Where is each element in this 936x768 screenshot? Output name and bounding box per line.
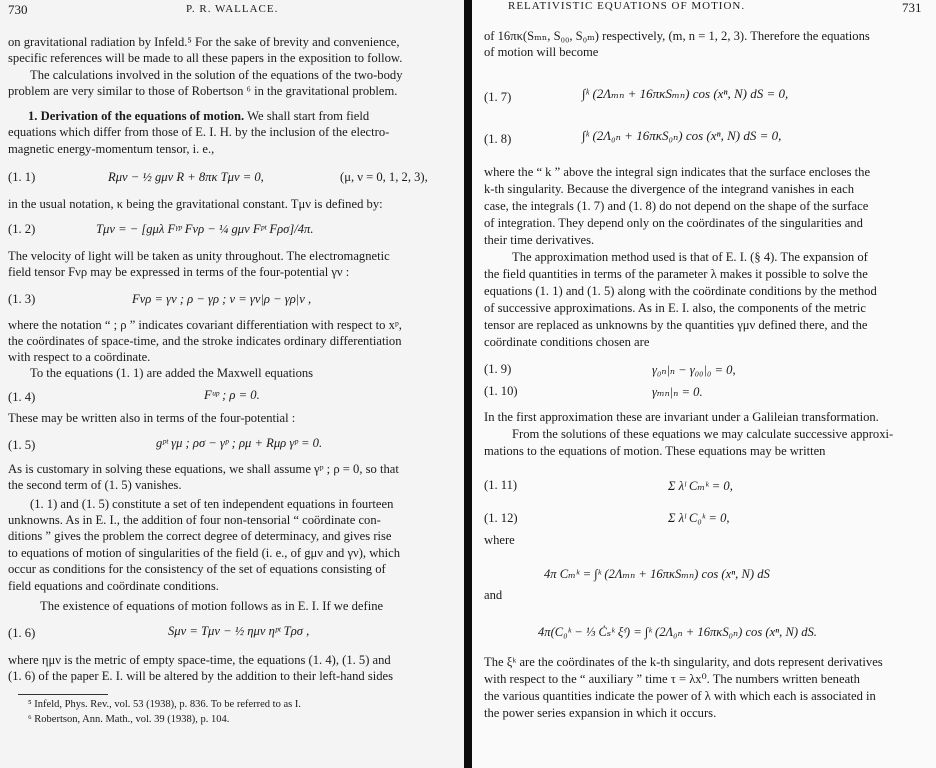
text-line: the field quantities in terms of the parameter λ makes it possible to solve the [484,267,868,281]
text-line: We shall start from field [247,109,370,123]
text-line: equations (1. 1) and (1. 5) along with the coördinate conditions by the method [484,284,877,298]
equation: 4π(C₀ᵏ − ⅓ Ċₛᵏ ξ̇ˢ) = ∫ᵏ (2Λ₀ₙ + 16πκS₀ₙ) cos (xⁿ, N) dS. [538,625,817,639]
text-line: of successive approximations. As in E. I. also, the components of the metric [484,301,866,315]
text-line: on gravitational radiation by Infeld.⁵ For the sake of brevity and convenience, [8,35,400,49]
footnote: ⁶ Robertson, Ann. Math., vol. 39 (1938), p. 104. [28,714,230,725]
text-line: field tensor Fνρ may be expressed in terms of the four-potential γν : [8,265,350,279]
text-line: k-th singularity. Because the divergence of the integrand vanishes in each [484,182,854,196]
equation: γₘₙ|ₙ = 0. [652,385,703,399]
equation: Σ λˡ C₀ᵏ = 0, [668,511,730,525]
text-line: The approximation method used is that of E. I. (§ 4). The expansion of [512,250,868,264]
text-line: (1. 6) of the paper E. I. will be altered by the addition to their left-hand sides [8,669,394,683]
text-line: of 16πκ(Sₘₙ, S₀₀, S₀ₘ) respectively, (m, n = 1, 2, 3). Therefore the equations [484,29,870,43]
text-line: with respect to the “ auxiliary ” time τ = λx⁰. The numbers written beneath [484,672,860,686]
page-number: 730 [8,2,28,17]
text-line: The calculations involved in the solution of the equations of the two-body [30,68,403,82]
text-line: field equations and coördinate conditions. [8,579,219,593]
equation: Fᵘᵖ ; ρ = 0. [204,388,260,402]
equation-label: (1. 8) [484,132,512,146]
text-line: In the first approximation these are invariant under a Galileian transformation. [484,410,879,424]
text-line: of motion will become [484,45,599,59]
text-line: coördinate conditions chosen are [484,335,650,349]
text-line: equations which differ from those of E. I. H. by the inclusion of the electro- [8,125,390,139]
text-line: their time derivatives. [484,233,595,247]
text-line: tensor are replaced as unknowns by the quantities γμν defined there, and the [484,318,868,332]
equation-label: (1. 2) [8,222,36,236]
equation-label: (1. 12) [484,511,518,525]
equation: Σ λˡ Cₘᵏ = 0, [668,479,733,493]
equation-label: (1. 1) [8,170,36,184]
equation: Rμν − ½ gμν R + 8πκ Tμν = 0, [108,170,264,184]
text-line: in the usual notation, κ being the gravitational constant. Tμν is defined by: [8,197,383,211]
equation: Tμν = − [gμλ Fᵞᵖ Fνρ − ¼ gμν Fᵖᵗ Fρσ]/4π. [96,222,314,236]
text-line: (1. 1) and (1. 5) constitute a set of ten independent equations in fourteen [30,497,394,511]
page-number: 731 [902,0,922,15]
text-line: case, the integrals (1. 7) and (1. 8) do not depend on the shape of the surface [484,199,869,213]
text-line: occur as conditions for the consistency of the set of equations consisting of [8,562,386,576]
text-line: where the “ k ” above the integral sign indicates that the surface encloses the [484,165,871,179]
text-line: of integration. They depend only on the coördinates of the singularities and [484,216,863,230]
left-page [0,0,466,768]
text-line: These may be written also in terms of the four-potential : [8,411,296,425]
equation-label: (1. 5) [8,438,36,452]
text-line: the power series expansion in which it occurs. [484,706,717,720]
equation: ∫ᵏ (2Λₘₙ + 16πκSₘₙ) cos (xⁿ, N) dS = 0, [582,86,789,101]
footnote-rule [18,694,108,695]
text-line: where ημν is the metric of empty space-time, the equations (1. 4), (1. 5) and [8,653,391,667]
equation-label: (1. 11) [484,478,518,492]
equation: Sμν = Tμν − ½ ημν ηᵖᵗ Tρσ , [168,624,310,638]
footnote: ⁵ Infeld, Phys. Rev., vol. 53 (1938), p. 836. To be referred to as I. [28,699,301,710]
running-head: RELATIVISTIC EQUATIONS OF MOTION. [508,0,746,12]
section-heading: 1. Derivation of the equations of motion. [28,109,245,123]
text-line: unknowns. As in E. I., the addition of four non-tensorial “ coördinate con- [8,513,381,527]
text-line: and [484,588,503,602]
equation-label: (1. 9) [484,362,512,376]
right-page [472,0,936,768]
text-line: specific references will be made to all these papers in the exposition to follow. [8,51,403,65]
equation: 4π Cₘᵏ = ∫ᵏ (2Λₘₙ + 16πκSₘₙ) cos (xⁿ, N) dS [544,567,770,581]
running-head: P. R. WALLACE. [186,3,279,15]
text-line: to equations of motion of singularities of the field (i. e., of gμν and γν), which [8,546,400,560]
text-line: the coördinates of space-time, and the stroke indicates ordinary differentiation [8,334,402,348]
text-line: The existence of equations of motion follows as in E. I. If we define [40,599,384,613]
text-line: the various quantities indicate the power of λ with which each is associated in [484,689,876,703]
text-line: magnetic energy-momentum tensor, i. e., [8,142,215,156]
equation-label: (1. 4) [8,390,36,404]
text-line: ditions ” gives the problem the correct degree of determinacy, and gives rise [8,529,392,543]
equation-label: (1. 10) [484,384,518,398]
text-line: From the solutions of these equations we may calculate successive approxi- [512,427,894,441]
text-line: where the notation “ ; ρ ” indicates covariant differentiation with respect to xᵖ, [8,318,402,332]
text-line: mations to the equations of motion. These equations may be written [484,444,826,458]
text-line: To the equations (1. 1) are added the Maxwell equations [30,366,314,380]
text-line: As is customary in solving these equations, we shall assume γᵖ ; ρ = 0, so that [8,462,399,476]
equation: γ₀ₙ|ₙ − γ₀₀|₀ = 0, [652,363,736,377]
equation: ∫ᵏ (2Λ₀ₙ + 16πκS₀ₙ) cos (xⁿ, N) dS = 0, [582,128,782,143]
text-line: problem are very similar to those of Robertson ⁶ in the gravitational problem. [8,84,398,98]
text-line: The ξᵏ are the coördinates of the k-th singularity, and dots represent derivatives [484,655,883,669]
equation-label: (1. 6) [8,626,36,640]
equation: Fνρ = γν ; ρ − γρ ; ν = γν|ρ − γρ|ν , [132,292,312,306]
equation-label: (1. 3) [8,292,36,306]
text-line: with respect to a coördinate. [8,350,151,364]
text-line: where [484,533,515,547]
section-paragraph [28,108,369,124]
text-line: The velocity of light will be taken as unity throughout. The electromagnetic [8,249,390,263]
equation-label: (1. 7) [484,90,512,104]
equation-note: (μ, ν = 0, 1, 2, 3), [340,170,428,184]
text-line: the second term of (1. 5) vanishes. [8,478,182,492]
equation: gᵖᵗ γμ ; ρσ − γᵖ ; ρμ + Rμρ γᵖ = 0. [156,436,323,450]
